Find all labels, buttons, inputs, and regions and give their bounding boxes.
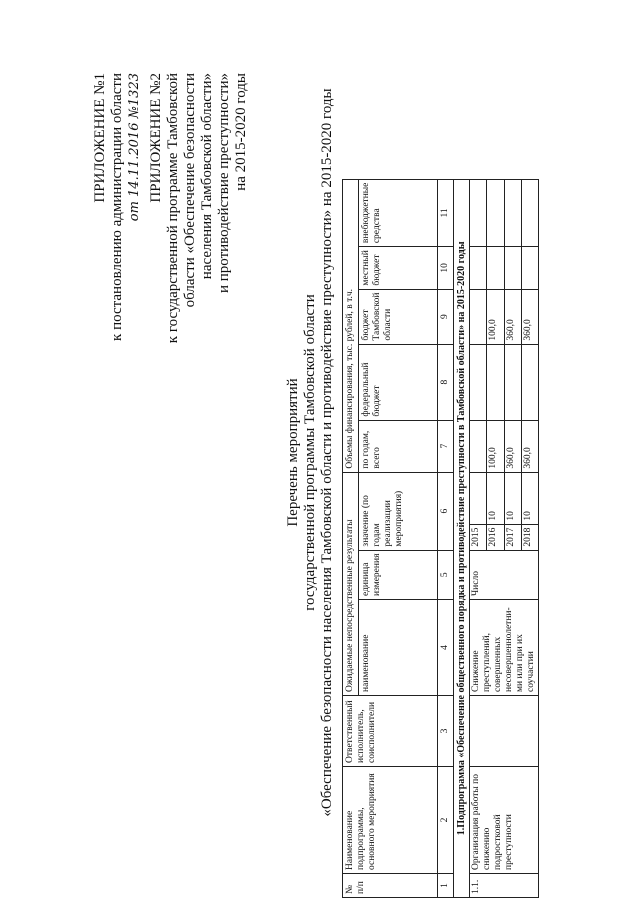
appendix-1-line: к постановлению администрации области	[109, 73, 125, 341]
header-f-regional: бюджет Тамбовской области	[359, 289, 438, 344]
total-cell: 360,0	[521, 420, 538, 472]
col-number: 8	[438, 344, 454, 420]
col-number: 3	[438, 696, 454, 767]
header-f-total: по годам, всего	[359, 420, 438, 472]
year-cell: 2017	[504, 524, 521, 550]
col-number: 1	[438, 874, 454, 898]
col-number: 6	[438, 472, 454, 550]
federal-cell	[470, 344, 487, 420]
regional-cell: 100,0	[487, 289, 504, 344]
header-expected: Ожидаемые непосредственные результаты	[343, 472, 359, 695]
appendix-2-line: населения Тамбовской области»	[199, 73, 215, 280]
value-cell: 10	[504, 472, 521, 524]
row-executor	[470, 696, 539, 767]
appendix-1	[92, 73, 143, 341]
regional-cell: 360,0	[521, 289, 538, 344]
appendix-2-line: на 2015-2020 годы	[233, 73, 249, 191]
col-number: 4	[438, 600, 454, 696]
section-row	[454, 179, 470, 897]
extra-cell	[470, 179, 487, 247]
header-exp-value: значение (по годам реализации мероприятия)	[359, 472, 438, 550]
row-result-name: Снижение преступлений, совершенных несовершеннолетни-ми или при их соучастии	[470, 600, 539, 696]
subprogram-title: 1.Подпрограмма «Обеспечение общественного порядка и противодействие преступности в Тамбовской области» на 2015-2020 годы	[454, 179, 470, 897]
row-name: Организация работы по снижению подростковой преступности	[470, 767, 539, 874]
extra-cell	[504, 179, 521, 247]
header-f-local: местный бюджет	[359, 247, 438, 289]
regional-cell: 360,0	[504, 289, 521, 344]
title-line: «Обеспечение безопасности населения Тамбовской области и противодействие преступности» на 2015-2020 годы	[319, 88, 335, 817]
year-cell: 2015	[470, 524, 487, 550]
row-unit: Число	[470, 550, 539, 599]
federal-cell	[487, 344, 504, 420]
table-row	[470, 179, 487, 897]
local-cell	[504, 247, 521, 289]
regional-cell	[470, 289, 487, 344]
local-cell	[487, 247, 504, 289]
appendix-2-line: и противодействие преступности»	[216, 73, 232, 294]
appendix-1-title: ПРИЛОЖЕНИЕ №1	[92, 73, 108, 203]
title-line: государственной программы Тамбовской области	[302, 294, 318, 611]
handwritten-date-number: от 14.11.2016 №1323	[127, 73, 142, 222]
document-title	[285, 0, 336, 905]
total-cell: 360,0	[504, 420, 521, 472]
row-num: 1.1.	[470, 874, 539, 898]
total-cell: 100,0	[487, 420, 504, 472]
appendix-2-title: ПРИЛОЖЕНИЕ №2	[148, 73, 164, 203]
header-exp-unit: единица измерения	[359, 550, 438, 599]
col-number: 10	[438, 247, 454, 289]
col-number: 7	[438, 420, 454, 472]
measures-table	[342, 179, 539, 898]
header-name: Наименование подпрограммы, основного мероприятия	[343, 767, 438, 874]
local-cell	[521, 247, 538, 289]
extra-cell	[521, 179, 538, 247]
value-cell	[470, 472, 487, 524]
column-numbers-row	[438, 179, 454, 897]
value-cell: 10	[521, 472, 538, 524]
header-executor: Ответственный исполнитель, соисполнители	[343, 696, 438, 767]
year-cell: 2016	[487, 524, 504, 550]
federal-cell	[504, 344, 521, 420]
appendix-2	[148, 73, 250, 343]
header-funding: Объемы финансирования, тыс. рублей, в т.ч.	[343, 179, 359, 472]
extra-cell	[487, 179, 504, 247]
year-cell: 2018	[521, 524, 538, 550]
local-cell	[470, 247, 487, 289]
appendix-2-line: к государственной программе Тамбовской	[165, 73, 181, 344]
header-num: № п/п	[343, 874, 438, 898]
header-f-federal: федеральный бюджет	[359, 344, 438, 420]
col-number: 2	[438, 767, 454, 874]
header-row	[343, 179, 359, 897]
total-cell	[470, 420, 487, 472]
value-cell: 10	[487, 472, 504, 524]
appendix-2-line: области «Обеспечение безопасности	[182, 73, 198, 308]
title-line: Перечень мероприятий	[285, 378, 301, 527]
col-number: 11	[438, 179, 454, 247]
col-number: 5	[438, 550, 454, 599]
col-number: 9	[438, 289, 454, 344]
header-f-extra: внебюджетные средства	[359, 179, 438, 247]
federal-cell	[521, 344, 538, 420]
header-exp-name: наименование	[359, 600, 438, 696]
